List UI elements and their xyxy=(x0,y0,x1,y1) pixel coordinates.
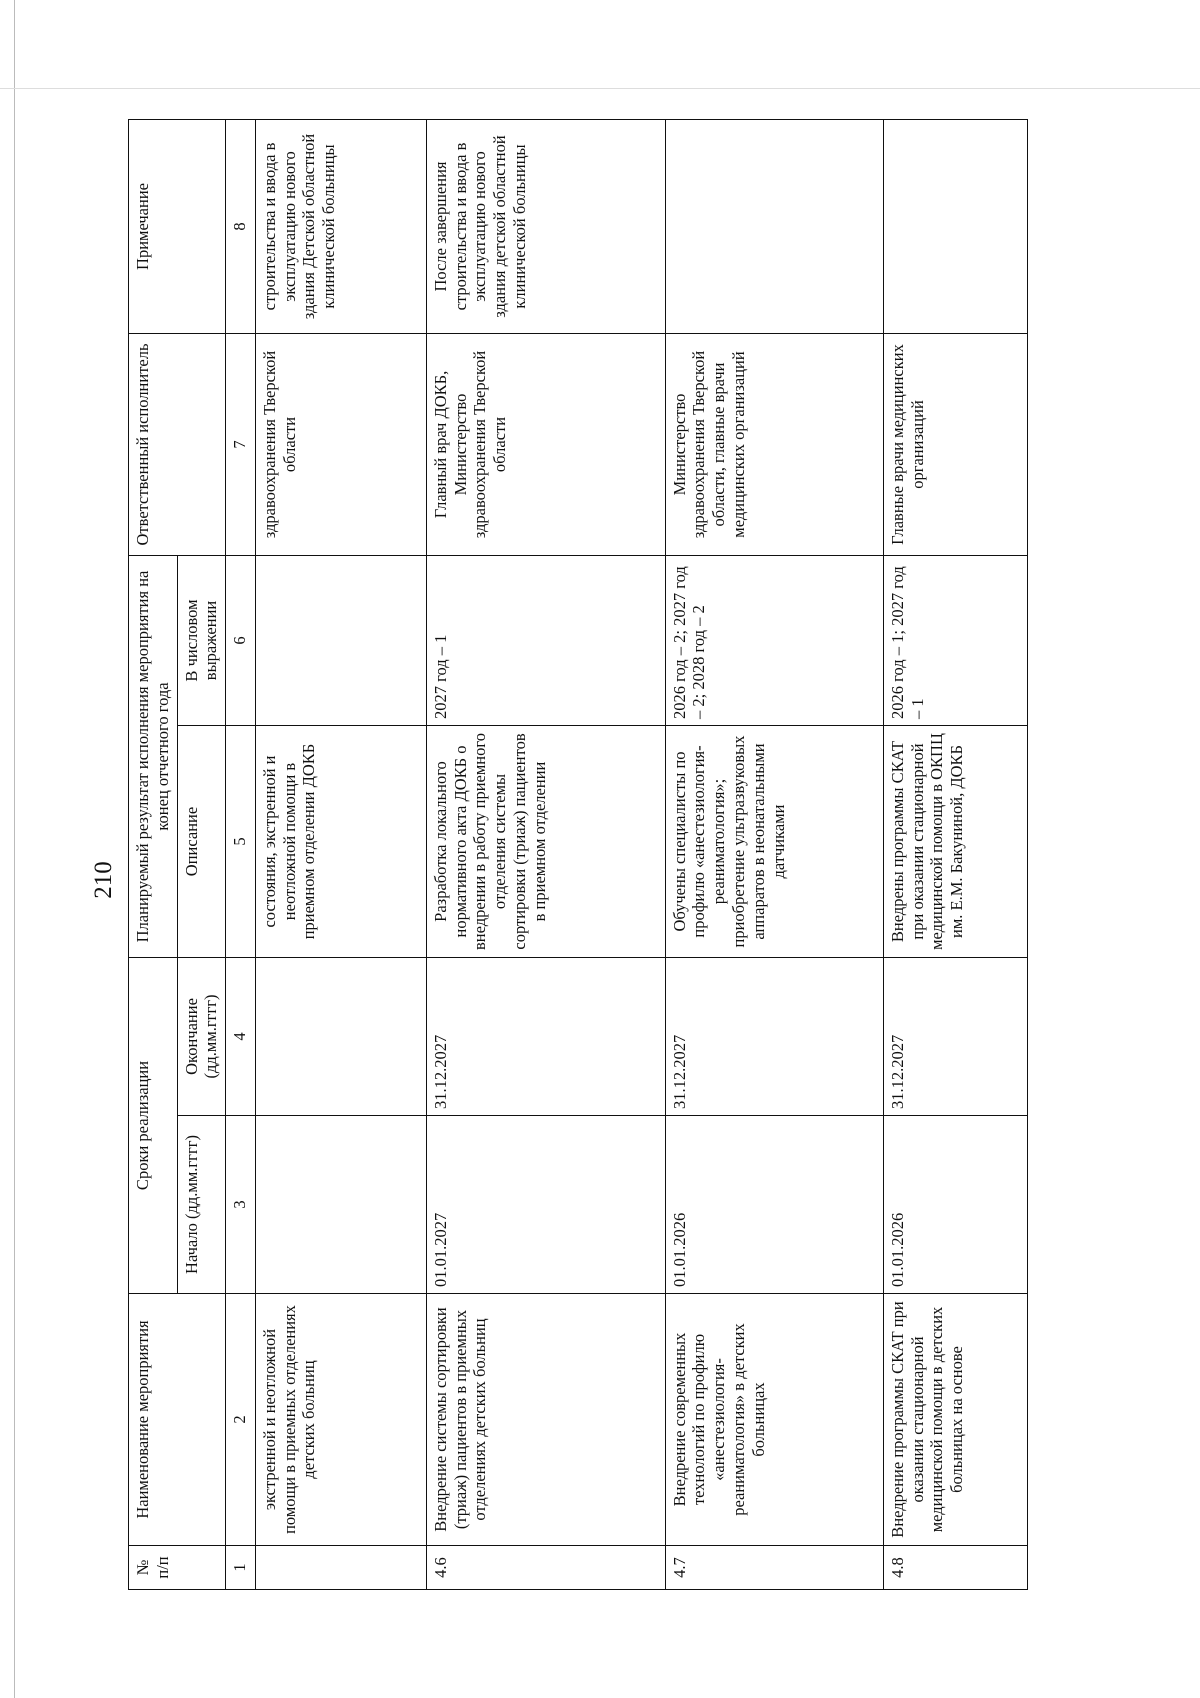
row-end: 31.12.2027 xyxy=(426,958,665,1116)
header-description: Описание xyxy=(177,726,226,958)
column-number: 5 xyxy=(226,726,256,958)
row-start: 01.01.2026 xyxy=(665,1116,883,1294)
row-num: 4.8 xyxy=(883,1546,1027,1590)
row-numeric: 2026 год – 2; 2027 год – 2; 2028 год – 2 xyxy=(665,555,883,725)
row-numeric xyxy=(255,555,426,725)
row-num: 4.6 xyxy=(426,1546,665,1590)
row-end: 31.12.2027 xyxy=(883,958,1027,1116)
row-note xyxy=(883,119,1027,333)
column-number: 2 xyxy=(226,1294,256,1546)
row-responsible: здравоохранения Тверской области xyxy=(255,333,426,555)
row-end xyxy=(255,958,426,1116)
rotated-table-container xyxy=(128,120,1028,1590)
header-terms: Сроки реализации xyxy=(129,958,178,1294)
row-start: 01.01.2027 xyxy=(426,1116,665,1294)
column-number-row xyxy=(226,119,256,1589)
row-note: После завершения строительства и ввода в эксплуатацию нового здания детской областной клинической больницы xyxy=(426,119,665,333)
row-start: 01.01.2026 xyxy=(883,1116,1027,1294)
row-name: Внедрение системы сортировки (триаж) пациентов в приемных отделениях детских больниц xyxy=(426,1294,665,1546)
row-note: строительства и ввода в эксплуатацию нового здания Детской областной клинической больницы xyxy=(255,119,426,333)
column-number: 4 xyxy=(226,958,256,1116)
row-numeric: 2026 год – 1; 2027 год – 1 xyxy=(883,555,1027,725)
row-name: экстренной и неотложной помощи в приемных отделениях детских больниц xyxy=(255,1294,426,1546)
row-name: Внедрение современных технологий по профилю «анестезиология-реаниматология» в детских больницах xyxy=(665,1294,883,1546)
scan-edge xyxy=(0,88,1200,89)
row-end: 31.12.2027 xyxy=(665,958,883,1116)
header-name: Наименование мероприятия xyxy=(129,1294,226,1546)
row-numeric: 2027 год – 1 xyxy=(426,555,665,725)
row-num xyxy=(255,1546,426,1590)
row-responsible: Главные врачи медицинских организаций xyxy=(883,333,1027,555)
column-number: 7 xyxy=(226,333,256,555)
table-row xyxy=(426,119,665,1589)
row-note xyxy=(665,119,883,333)
header-end: Окончание (дд.мм.гггг) xyxy=(177,958,226,1116)
scan-edge xyxy=(14,0,15,1698)
row-description: состояния, экстренной и неотложной помощи в приемном отделении ДОКБ xyxy=(255,726,426,958)
column-number: 8 xyxy=(226,119,256,333)
header-note: Примечание xyxy=(129,119,226,333)
row-name: Внедрение программы СКАТ при оказании стационарной медицинской помощи в детских больницах на основе xyxy=(883,1294,1027,1546)
header-result: Планируемый результат исполнения мероприятия на конец отчетного года xyxy=(129,555,178,957)
header-numeric: В числовом выражении xyxy=(177,555,226,725)
table-row xyxy=(255,119,426,1589)
column-number: 6 xyxy=(226,555,256,725)
column-number: 1 xyxy=(226,1546,256,1590)
row-responsible: Министерство здравоохранения Тверской области, главные врачи медицинских организаций xyxy=(665,333,883,555)
row-description: Разработка локального нормативного акта ДОКБ о внедрении в работу приемного отделения системы сортировки (триаж) пациентов в приемном отделении xyxy=(426,726,665,958)
row-description: Обучены специалисты по профилю «анестезиология-реаниматология»; приобретение ультразвуковых аппаратов в неонатальными датчиками xyxy=(665,726,883,958)
header-responsible: Ответственный исполнитель xyxy=(129,333,226,555)
plan-table xyxy=(128,119,1028,1590)
header-start: Начало (дд.мм.гггг) xyxy=(177,1116,226,1294)
row-num: 4.7 xyxy=(665,1546,883,1590)
page-number: 210 xyxy=(90,861,117,899)
table-row xyxy=(883,119,1027,1589)
column-number: 3 xyxy=(226,1116,256,1294)
row-start xyxy=(255,1116,426,1294)
row-responsible: Главный врач ДОКБ, Министерство здравоохранения Тверской области xyxy=(426,333,665,555)
header-num: № п/п xyxy=(129,1546,226,1590)
row-description: Внедрены программы СКАТ при оказании стационарной медицинской помощи в ОКПЦ им. Е.М. Бакуниной, ДОКБ xyxy=(883,726,1027,958)
table-row xyxy=(665,119,883,1589)
